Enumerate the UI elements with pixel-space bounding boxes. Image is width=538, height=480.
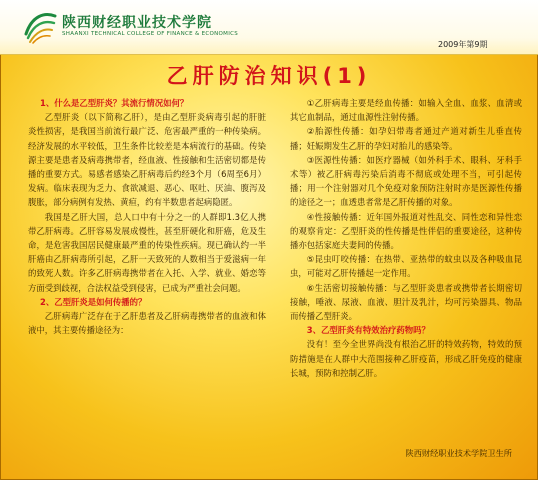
transmission-route-1: ①乙肝病毒主要是经血传播：如输入全血、血浆、血清或其它血制品，通过血源性注射传播。 [290, 98, 522, 123]
school-name-english: SHAANXI TECHNICAL COLLEGE OF FINANCE & ECONOMICS [62, 31, 239, 37]
question-1-paragraph-2: 我国是乙肝大国，总人口中有十分之一的人群即1.3亿人携带乙肝病毒。乙肝容易发展成慢性，甚至肝硬化和肝癌，危及生命，是危害我国居民健康最严重的传染性疾病。现已确认约一半肝癌由乙肝病毒所引起，乙肝一天致死的人数相当于爱滋病一年的致死人数。许多乙肝病毒携带者在入托、入学、就业、婚恋等方面受到歧视，合法权益受到侵害，已成为严重社会问题。 [28, 211, 266, 293]
transmission-route-4: ④性接触传播：近年国外报道对性乱交、同性恋和异性恋的观察肯定：乙型肝炎的性传播是性伴侣的重要途径，这种传播亦包括家庭夫妻间的传播。 [290, 211, 522, 251]
right-column [290, 96, 522, 380]
footer-organization: 陕西财经职业技术学院卫生所 [405, 448, 512, 458]
transmission-route-5: ⑤昆虫叮咬传播：在热带、亚热带的蚊虫以及各种吸血昆虫，可能对乙肝传播起一定作用。 [290, 254, 522, 279]
question-3-paragraph-1: 没有！至今全世界尚没有根治乙肝的特效药物，特效的预防措施是在人群中大范围接种乙肝疫苗，形成乙肝免疫的健康长城，预防和控制乙肝。 [290, 339, 522, 378]
page-title: 乙肝防治知识(1) [166, 64, 372, 88]
issue-number: 2009年第9期 [438, 40, 488, 49]
question-2-heading: 2、乙型肝炎是如何传播的？ [40, 296, 147, 307]
transmission-route-6: ⑥生活密切接触传播：与乙型肝炎患者或携带者长期密切接触，唾液、尿液、血液、胆汁及乳汁，均可污染器具、物品而传播乙型肝炎。 [290, 282, 522, 322]
transmission-route-2: ②胎源性传播：如孕妇带毒者通过产道对新生儿垂直传播；妊娠期发生乙肝的孕妇对胎儿的感染等。 [290, 126, 522, 151]
question-3-heading: 3、乙型肝炎有特效治疗药物吗？ [306, 325, 430, 336]
college-logo-icon [22, 10, 58, 44]
transmission-route-3: ③医源性传播：如医疗器械（如外科手术、眼科、牙科手术等）被乙肝病毒污染后消毒不彻底或处理不当，可引起传播；用一个注射器对几个免疫对象预防注射时亦是医源性传播的途径之一；血透患者常是乙肝传播的对象。 [290, 154, 522, 208]
question-1-heading: 1、什么是乙型肝炎？其流行情况如何？ [40, 98, 189, 108]
left-column [28, 96, 266, 337]
question-2-paragraph-1: 乙肝病毒广泛存在于乙肝患者及乙肝病毒携带者的血液和体液中，其主要传播途径为： [28, 311, 266, 336]
school-name-chinese: 陕西财经职业技术学院 [62, 15, 212, 31]
question-1-paragraph-1: 乙型肝炎（以下简称乙肝），是由乙型肝炎病毒引起的肝脏炎性损害，是我国当前流行最广泛、危害最严重的一种传染病。经济发展的水平较低，卫生条件比较差是本病流行的基础。传染源主要是患者及病毒携带者，经血液、性接触和生活密切都是传播的重要方式。易感者感染乙肝病毒后约经3个月（6周至6月）发病。临床表现为乏力、食欲减退、恶心、呕吐、厌油、腹泻及腹胀，部分病例有发热、黄疸，约有半数患者起病隐匿。 [28, 112, 266, 208]
header-banner [0, 0, 538, 55]
